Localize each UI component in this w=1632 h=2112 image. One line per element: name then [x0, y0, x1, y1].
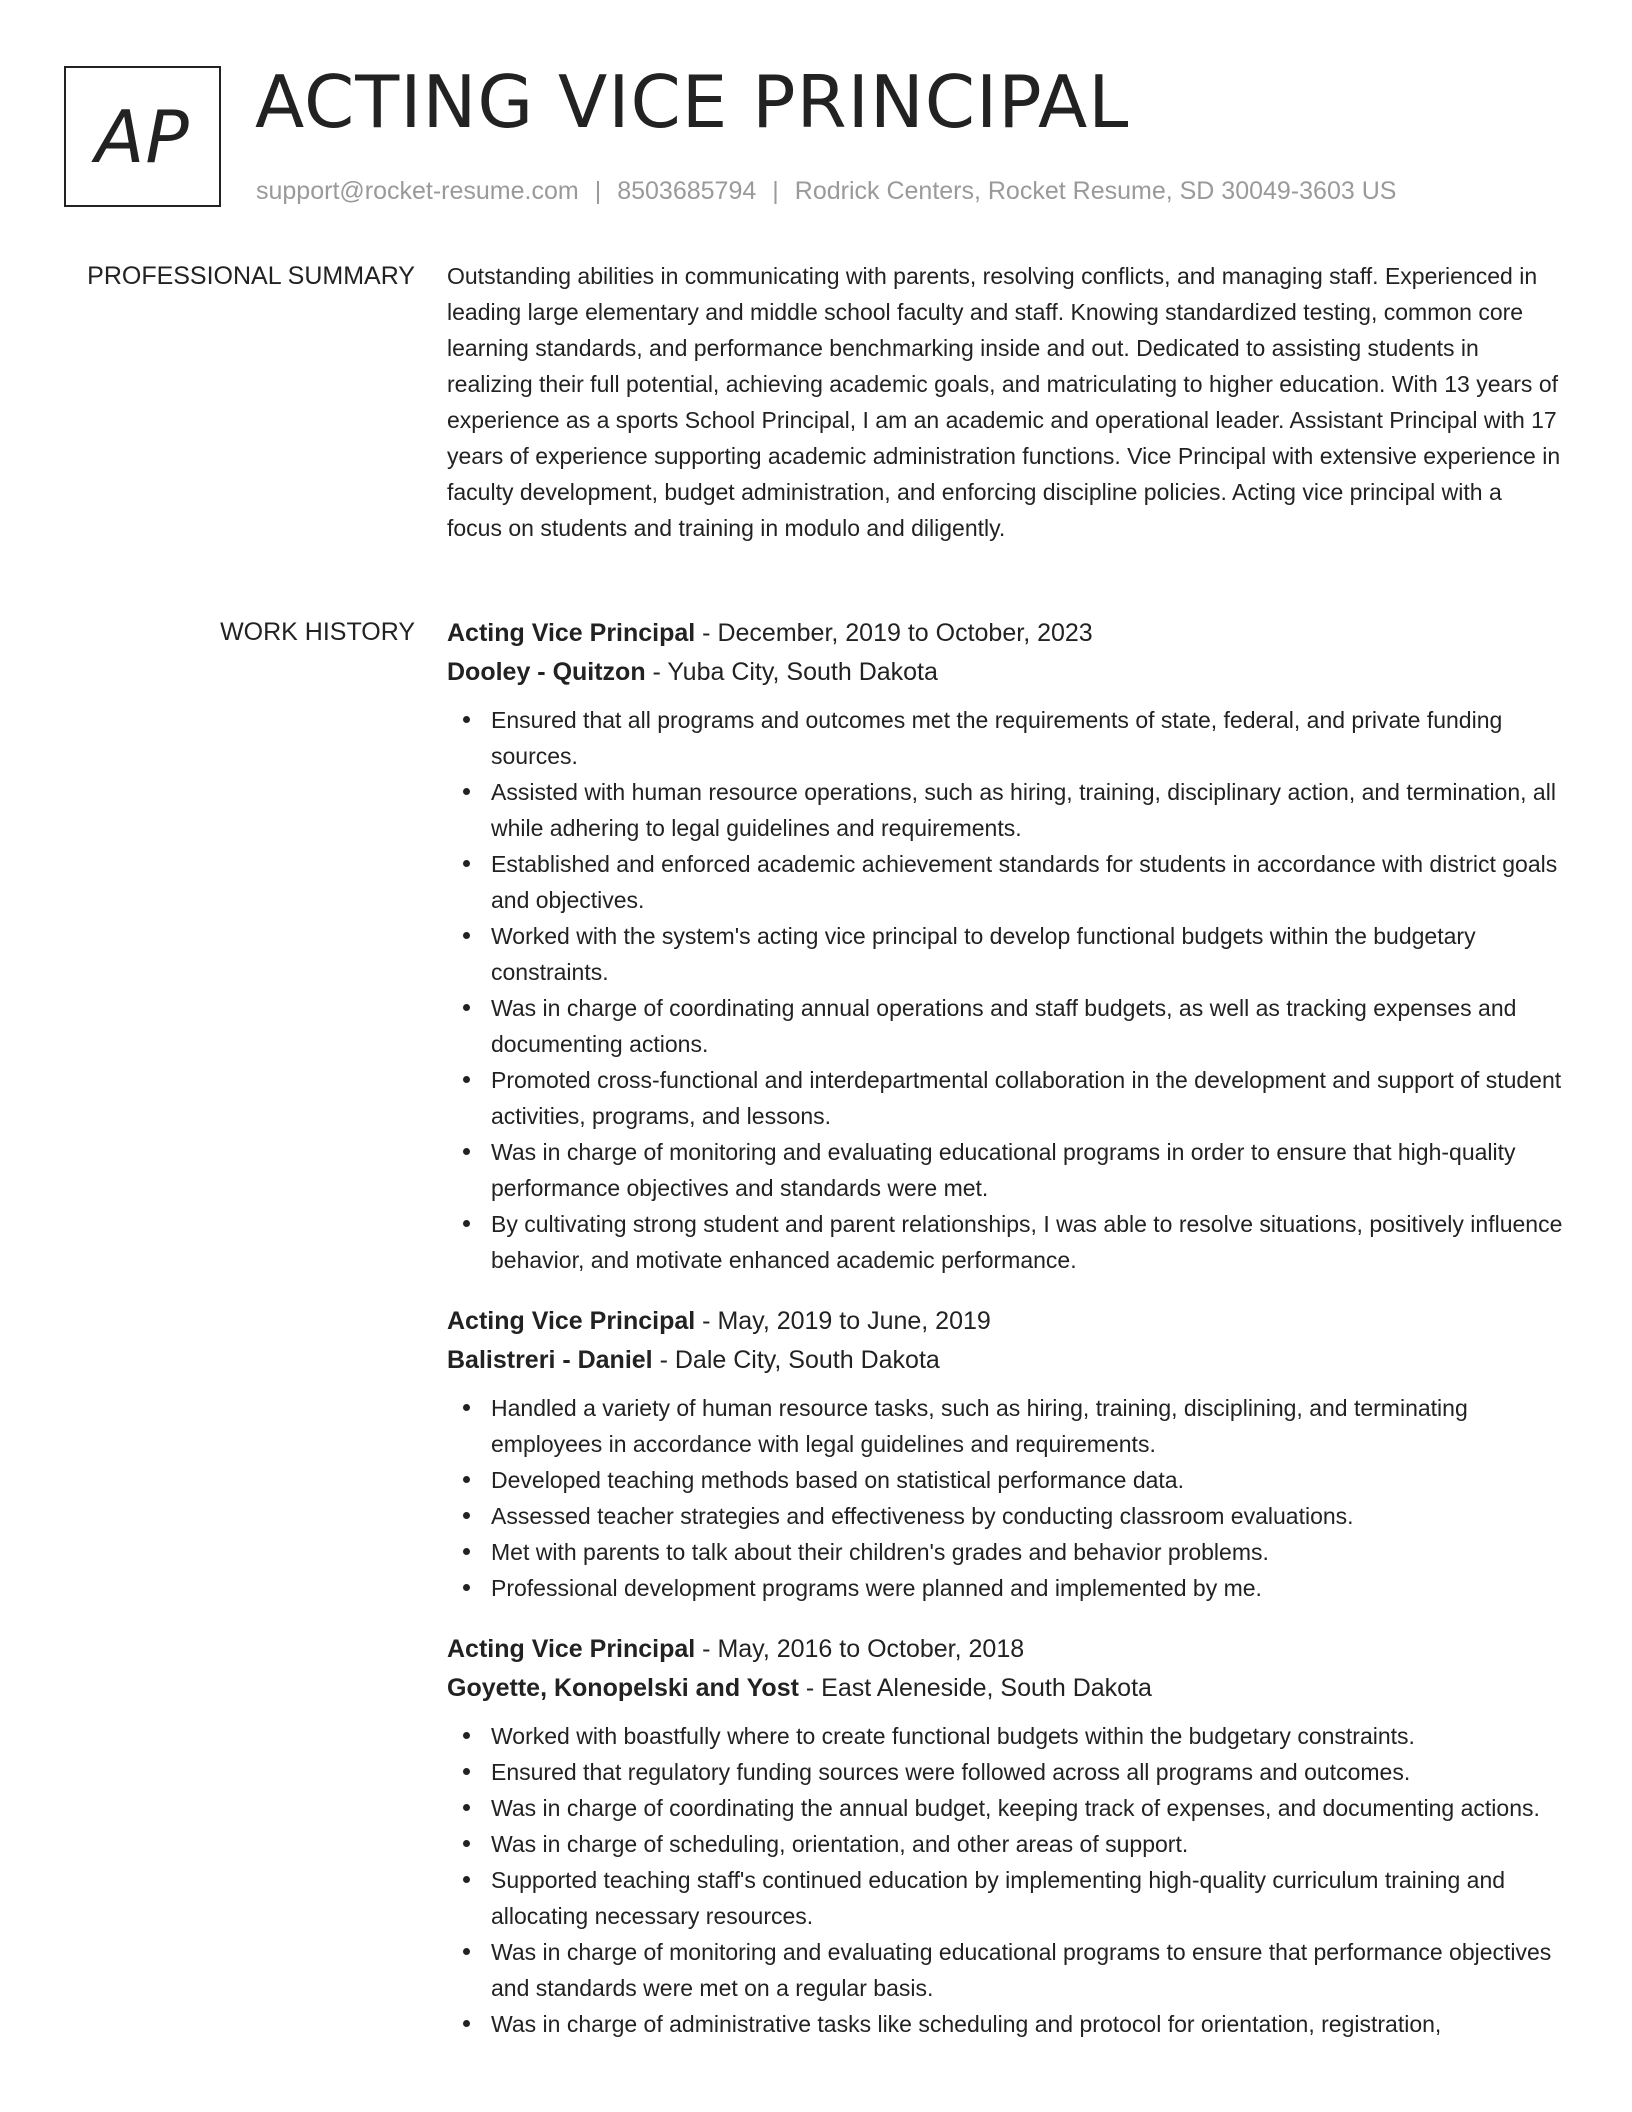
job-bullet: Worked with the system's acting vice principal to develop functional budgets within the budgetary constraints.	[447, 918, 1567, 990]
contact-separator: |	[594, 177, 602, 205]
job-bullet: Met with parents to talk about their children's grades and behavior problems.	[447, 1534, 1567, 1570]
job-location: - East Aleneside, South Dakota	[798, 1674, 1152, 1702]
job-location: - Dale City, South Dakota	[652, 1346, 940, 1374]
job-title-line	[447, 1630, 1567, 1669]
monogram-box	[64, 66, 221, 207]
job-company: Balistreri - Daniel	[447, 1346, 653, 1374]
job-bullet: Professional development programs were planned and implemented by me.	[447, 1570, 1567, 1606]
contact-separator: |	[772, 177, 779, 205]
job-bullet: Handled a variety of human resource tasks, such as hiring, training, disciplining, and terminating employees in accordance with legal guidelines and requirements.	[447, 1390, 1567, 1462]
job-entry	[447, 614, 1567, 1278]
contact-email: support@rocket-resume.com	[256, 177, 579, 205]
job-bullet: Established and enforced academic achievement standards for students in accordance with district goals and objectives.	[447, 846, 1567, 918]
job-dates: - December, 2019 to October, 2023	[695, 619, 1093, 647]
job-bullet: Was in charge of administrative tasks like scheduling and protocol for orientation, registration,	[447, 2006, 1567, 2042]
job-bullet-list	[447, 702, 1567, 1278]
job-bullet: Ensured that regulatory funding sources were followed across all programs and outcomes.	[447, 1754, 1567, 1790]
job-bullet: Ensured that all programs and outcomes met the requirements of state, federal, and private funding sources.	[447, 702, 1567, 774]
contact-address: Rodrick Centers, Rocket Resume, SD 30049-3603 US	[794, 177, 1397, 205]
job-bullet: Worked with boastfully where to create functional budgets within the budgetary constraints.	[447, 1718, 1567, 1754]
job-bullet: Was in charge of monitoring and evaluating educational programs in order to ensure that high-quality performance objectives and standards were met.	[447, 1134, 1567, 1206]
job-dates: - May, 2019 to June, 2019	[695, 1307, 991, 1335]
contact-phone: 8503685794	[617, 177, 757, 205]
job-bullet: Developed teaching methods based on statistical performance data.	[447, 1462, 1567, 1498]
monogram-initials: AP	[95, 94, 190, 179]
job-company-line	[447, 1669, 1567, 1708]
job-bullet: Was in charge of coordinating the annual budget, keeping track of expenses, and documenting actions.	[447, 1790, 1567, 1826]
job-bullet-list	[447, 1718, 1567, 2042]
work-history-heading: WORK HISTORY	[220, 618, 415, 646]
job-bullet: By cultivating strong student and parent relationships, I was able to resolve situations, positively influence behavior, and motivate enhanced academic performance.	[447, 1206, 1567, 1278]
summary-text: Outstanding abilities in communicating with parents, resolving conflicts, and managing staff. Experienced in leading large elementary and middle school faculty and staff. Knowing standardized testing, common core learning standards, and performance benchmarking inside and out. Dedicated to assisting students in realizing their full potential, achieving academic goals, and matriculating to higher education. With 13 years of experience as a sports School Principal, I am an academic and operational leader. Assistant Principal with 17 years of experience supporting academic administration functions. Vice Principal with extensive experience in faculty development, budget administration, and enforcing discipline policies. Acting vice principal with a focus on students and training in modulo and diligently.	[447, 263, 1561, 541]
job-bullet: Was in charge of scheduling, orientation, and other areas of support.	[447, 1826, 1567, 1862]
summary-body	[447, 258, 1563, 546]
work-history-body	[447, 614, 1567, 2066]
job-bullet: Assisted with human resource operations, such as hiring, training, disciplinary action, and termination, all while adhering to legal guidelines and requirements.	[447, 774, 1567, 846]
job-title: Acting Vice Principal	[447, 1307, 696, 1335]
job-entry	[447, 1630, 1567, 2042]
summary-heading: PROFESSIONAL SUMMARY	[87, 262, 415, 290]
job-bullet: Promoted cross-functional and interdepartmental collaboration in the development and support of student activities, programs, and lessons.	[447, 1062, 1567, 1134]
contact-line	[256, 175, 1396, 207]
job-company: Goyette, Konopelski and Yost	[447, 1674, 799, 1702]
job-company: Dooley - Quitzon	[447, 658, 646, 686]
job-title: Acting Vice Principal	[447, 1635, 696, 1663]
job-bullet: Supported teaching staff's continued education by implementing high-quality curriculum training and allocating necessary resources.	[447, 1862, 1567, 1934]
job-bullet: Was in charge of monitoring and evaluating educational programs to ensure that performance objectives and standards were met on a regular basis.	[447, 1934, 1567, 2006]
job-entry	[447, 1302, 1567, 1606]
job-dates: - May, 2016 to October, 2018	[695, 1635, 1025, 1663]
job-title: Acting Vice Principal	[447, 619, 696, 647]
job-location: - Yuba City, South Dakota	[645, 658, 938, 686]
job-bullet-list	[447, 1390, 1567, 1606]
job-title-line	[447, 614, 1567, 653]
job-company-line	[447, 1341, 1567, 1380]
job-company-line	[447, 653, 1567, 692]
job-title-line	[447, 1302, 1567, 1341]
job-bullet: Was in charge of coordinating annual operations and staff budgets, as well as tracking expenses and documenting actions.	[447, 990, 1567, 1062]
job-bullet: Assessed teacher strategies and effectiveness by conducting classroom evaluations.	[447, 1498, 1567, 1534]
resume-title: ACTING VICE PRINCIPAL	[255, 60, 1130, 144]
